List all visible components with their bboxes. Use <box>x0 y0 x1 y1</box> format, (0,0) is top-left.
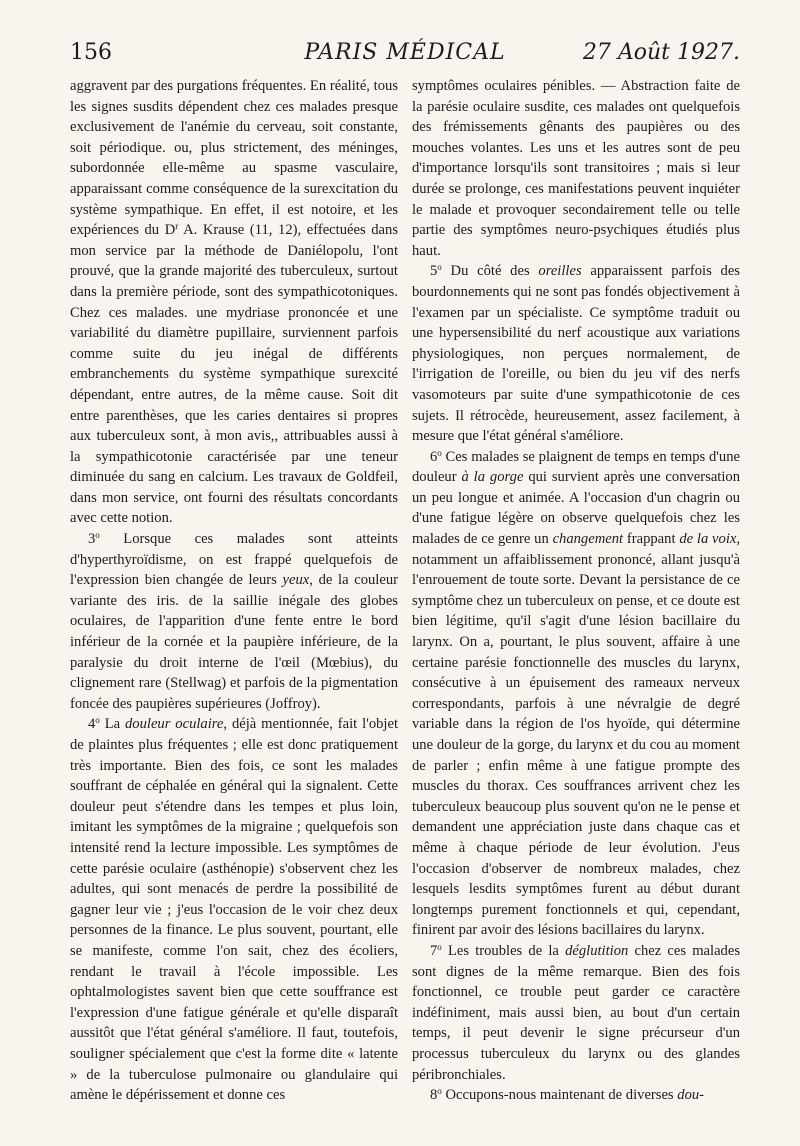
running-header <box>70 40 740 80</box>
paragraph: 4$^o$ La douleur oculaire, déjà mentionnée, fait l'objet de plaintes plus fréquentes ; elle est donc pratiquement très importante. Bien des fois, ce sont les malades souffrant de céphalée en général qui la signalent. Cette douleur peut s'étendre dans les tempes et plus loin, imitant les symptômes de la migraine ; quelquefois son intensité rend la lecture impossible. Les symptômes de cette parésie oculaire (asthénopie) s'observent chez les adultes, qui sont menacés de perdre la possibilité de gagner leur vie ; j'eus l'occasion de le voir chez deux personnes de la finance. Le plus souvent, pourtant, elle se manifeste, comme l'on sait, chez des écoliers, rendant le travail à l'école impossible. Les ophtalmologistes savent bien que cette souffrance est l'expression d'une fatigue générale et qu'elle disparaît aussitôt que l'état général s'améliore. Il faut, toutefois, souligner spécialement que c'est la forme dite « latente » de la tuberculose pulmonaire ou glandulaire qui amène le dépérissement et donne ces <box>70 715 399 1104</box>
issue-date: 27 Août 1927. <box>582 40 740 65</box>
paragraph: aggravent par des purgations fréquentes. En réalité, tous les signes susdits dépendent chez ces malades presque exclusivement de l'anémie du cerveau, soit constante, soit périodique. ou, plus strictement, des méninges, subordonnée elle-même au spasme vasculaire, apparaissant comme conséquence de la surexcitation du système sympathique. En effet, il est notoire, et les expériences du $D^r$ A. Krause (11, 12), effectuées dans mon service par la méthode de Daniélopolu, l'ont prouvé, que la grande majorité des tuberculeux, surtout dans la première période, sont des sympathicotoniques. Chez ces malades. une mydriase prononcée et une variabilité du diamètre pupillaire, surviennent parfois comme suite du jeu inégal de différents embranchements du système sympathique surexcité dépendant, entre autres, de la même cause. Soit dit entre parenthèses, que les caries dentaires si propres aux tuberculeux sont, à mon avis,, attribuables aussi à la sympathicotonie caractérisée par une teneur diminuée du sang en calcium. Les travaux de Goldfeil, dans mon service, ont fourni des résultats concordants avec cette notion. <box>70 78 399 527</box>
paragraph: 8$^o$ Occupons-nous maintenant de diverses dou- <box>430 1086 705 1104</box>
right-column <box>412 76 740 1106</box>
left-column <box>70 76 398 1106</box>
page-number: 156 <box>70 40 112 65</box>
paragraph: 6$^o$ Ces malades se plaignent de temps en temps d'une douleur à la gorge qui survient après une conversation un peu longue et animée. A l'occasion d'un chagrin ou d'une fatigue légère on observe quelquefois chez les malades de ce genre un changement frappant de la voix, notamment un affaiblissement prononcé, allant jusqu'à l'enrouement de toute sorte. Devant la persistance de ce symptôme chez un tuberculeux on pense, et ce doute est bien légitime, qu'il s'agit d'une lésion bacillaire du larynx. On a, pourtant, le plus souvent, affaire à une certaine parésie fonctionnelle des muscles du larynx, consécutive à un épuisement des rameaux nerveux correspondants, parfois à une névralgie de degré variable dans la région de l'os hyoïde, qui détermine une douleur de la gorge, du larynx et du cou au moment de parler ; enfin même à une fatigue prompte des muscles du thorax. Ces souffrances arrivent chez les tuberculeux beaucoup plus souvent qu'on ne le pense et demandent une appréciation juste dans chaque cas et même à chaque période de leur évolution. J'eus l'occasion d'observer de nombreux malades, chez lesquels lesdits symptômes furent au début durant longtemps purement fonctionnels et qui, cependant, finirent par avoir des lésions bacillaires du larynx. <box>412 447 741 939</box>
journal-title: PARIS MÉDICAL <box>304 40 506 65</box>
paragraph: symptômes oculaires pénibles. — Abstraction faite de la parésie oculaire susdite, ces malades ont quelquefois des frémissements gênants des paupières ou des mouches volantes. Les uns et les autres sont de peu d'importance lorsqu'ils sont transitoires ; mais si leur durée se prolonge, ces manifestations peuvent inquiéter le malade et provoquer secondairement telle ou telle partie des symptômes neuro-psychiques étudiés plus haut. <box>412 78 740 259</box>
paragraph: 3$^o$ Lorsque ces malades sont atteints d'hyperthyroïdisme, on est frappé quelquefois de l'expression bien changée de leurs yeux, de la couleur variante des iris. de la saillie inégale des globes oculaires, de l'apparition d'une fente entre le bord inférieur de la cornée et la paupière inférieure, de la paralysie du droit interne de l'œil (Mœbius), du clignement rare (Stellwag) et parfois de la pigmentation foncée des paupières supérieures (Joffroy). <box>70 530 398 712</box>
paragraph: 5$^o$ Du côté des oreilles apparaissent parfois des bourdonnements qui ne sont pas fondés objectivement à l'examen par un spécialiste. Ce symptôme traduit ou une hypersensibilité du nerf acoustique aux variations physiologiques, non perçues normalement, de l'irrigation de l'oreille, ou bien du jeu vif des nerfs vasomoteurs par suite d'une sympathicotonie de ces sujets. Il rétrocède, heureusement, assez facilement, à mesure que l'état général s'améliore. <box>412 262 740 445</box>
paragraph: 7$^o$ Les troubles de la déglutition chez ces malades sont dignes de la même remarque. Bien des fois fonctionnel, ce trouble peut garder ce caractère indéfiniment, mais aussi bien, au bout d'un certain temps, il peut devenir le signe précurseur d'un processus tuberculeux du larynx ou des glandes péribronchiales. <box>412 941 741 1083</box>
